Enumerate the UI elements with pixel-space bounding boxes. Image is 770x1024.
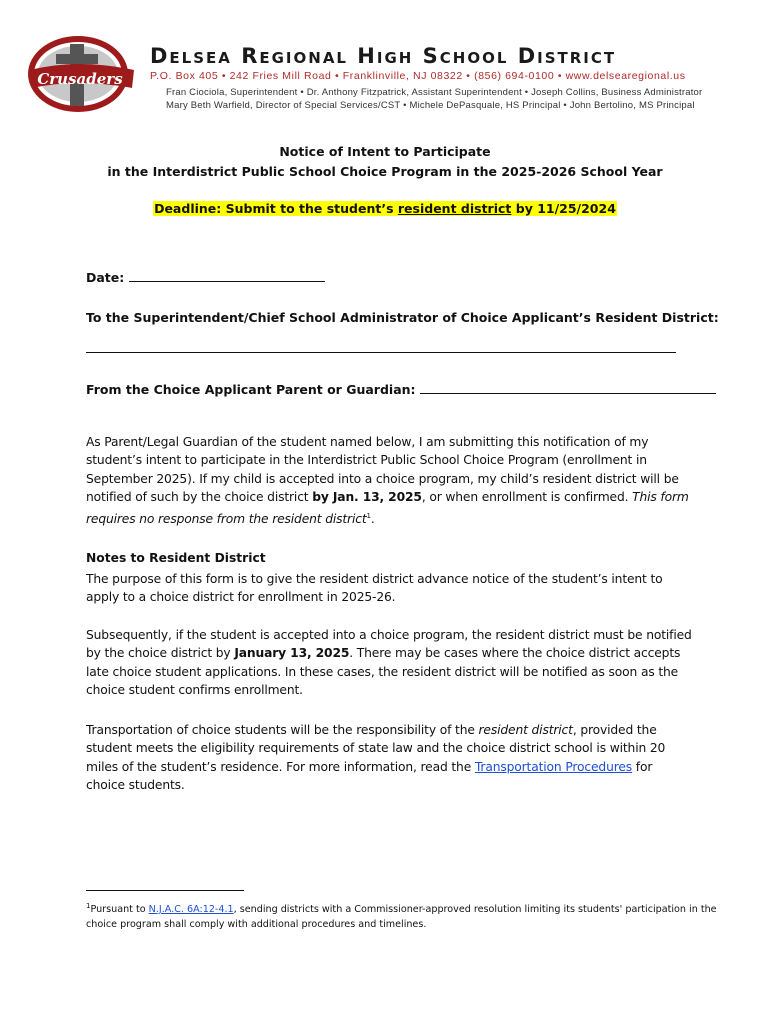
p1-end: . [370, 511, 375, 526]
purpose-paragraph: The purpose of this form is to give the resident district advance notice of the student’s intent to apply to a choice district for enrollment in 2025-26. [86, 572, 663, 605]
notice-subtitle: in the Interdistrict Public School Choice Program in the 2025-2026 School Year [107, 164, 663, 179]
staff-line-1: Fran Ciociola, Superintendent • Dr. Anthony Fitzpatrick, Assistant Superintendent • Joseph Collins, Business Administrator [166, 87, 703, 98]
footnote-number: 1 [86, 902, 91, 910]
transportation-paragraph [86, 721, 692, 795]
footnote-ref: 1 [366, 511, 371, 520]
footnote [86, 899, 718, 932]
deadline-prefix: Deadline: Submit to the student’s [154, 201, 398, 216]
p1-text-a: As Parent/Legal Guardian of the student named below, I am submitting this notification of my student’s intent to participate in the Interdistrict Public School Choice Program (enrollment in September 2025). If my child is accepted into a choice program, my child’s resident district will be notified of such by the choice district [86, 435, 679, 505]
parent-guardian-blank[interactable] [420, 380, 716, 394]
p1-italic: This form requires no response from the resident district [86, 490, 689, 526]
p3-text-a: Subsequently, if the student is accepted into a choice program, the resident district must be notified by the choice district by [86, 628, 692, 661]
p3-text-b: . There may be cases where the choice district accepts late choice student applications. In these cases, the resident district will be notified as soon as the choice student confirms enrollment. [86, 646, 681, 698]
deadline-date: by 11/25/2024 [511, 201, 616, 216]
acceptance-paragraph [86, 626, 692, 700]
p4-text-b: , provided the student meets the eligibility requirements of state law and the choice district school is within 20 miles of the student’s residence. For more information, read the [86, 723, 666, 774]
crusaders-logo [22, 30, 140, 120]
notes-heading: Notes to Resident District [86, 551, 266, 565]
deadline-resident-district: resident district [397, 201, 512, 216]
p4-text-c: for choice students. [86, 759, 653, 793]
date-label: Date: [86, 270, 129, 285]
resident-district-blank[interactable] [86, 340, 676, 353]
p1-text-b: , or when enrollment is confirmed. [421, 490, 633, 505]
p1-deadline: by Jan. 13, 2025 [312, 490, 422, 505]
deadline-highlight [153, 201, 617, 216]
deadline-row [0, 200, 770, 218]
intent-paragraph [86, 433, 692, 528]
p4-italic: resident district [478, 723, 573, 737]
from-field [86, 380, 716, 397]
district-address: P.O. Box 405 • 242 Fries Mill Road • Franklinville, NJ 08322 • (856) 694-0100 • www.delsearegional.us [150, 70, 686, 82]
footnote-text-a: Pursuant to [90, 904, 149, 916]
footnote-divider [86, 890, 244, 891]
p4-text-a: Transportation of choice students will be the responsibility of the [86, 723, 479, 737]
to-label: To the Superintendent/Chief School Administrator of Choice Applicant’s Resident District: [86, 310, 719, 325]
p3-date: January 13, 2025 [234, 646, 350, 661]
notice-title: Notice of Intent to Participate [279, 144, 491, 159]
date-blank[interactable] [129, 268, 325, 282]
transportation-procedures-link[interactable]: Transportation Procedures [474, 759, 633, 774]
from-label: From the Choice Applicant Parent or Guardian: [86, 382, 420, 397]
district-name: Delsea Regional High School District [150, 44, 617, 68]
svg-text:Crusaders: Crusaders [37, 70, 123, 88]
date-field [86, 268, 325, 285]
staff-line-2: Mary Beth Warfield, Director of Special Services/CST • Michele DePasquale, HS Principal • John Bertolino, MS Principal [166, 100, 695, 111]
footnote-text-b: , sending districts with a Commissioner-approved resolution limiting its students' participation in the choice program shall comply with additional procedures and timelines. [86, 904, 717, 931]
njac-link[interactable]: N.J.A.C. 6A:12-4.1 [148, 904, 234, 916]
